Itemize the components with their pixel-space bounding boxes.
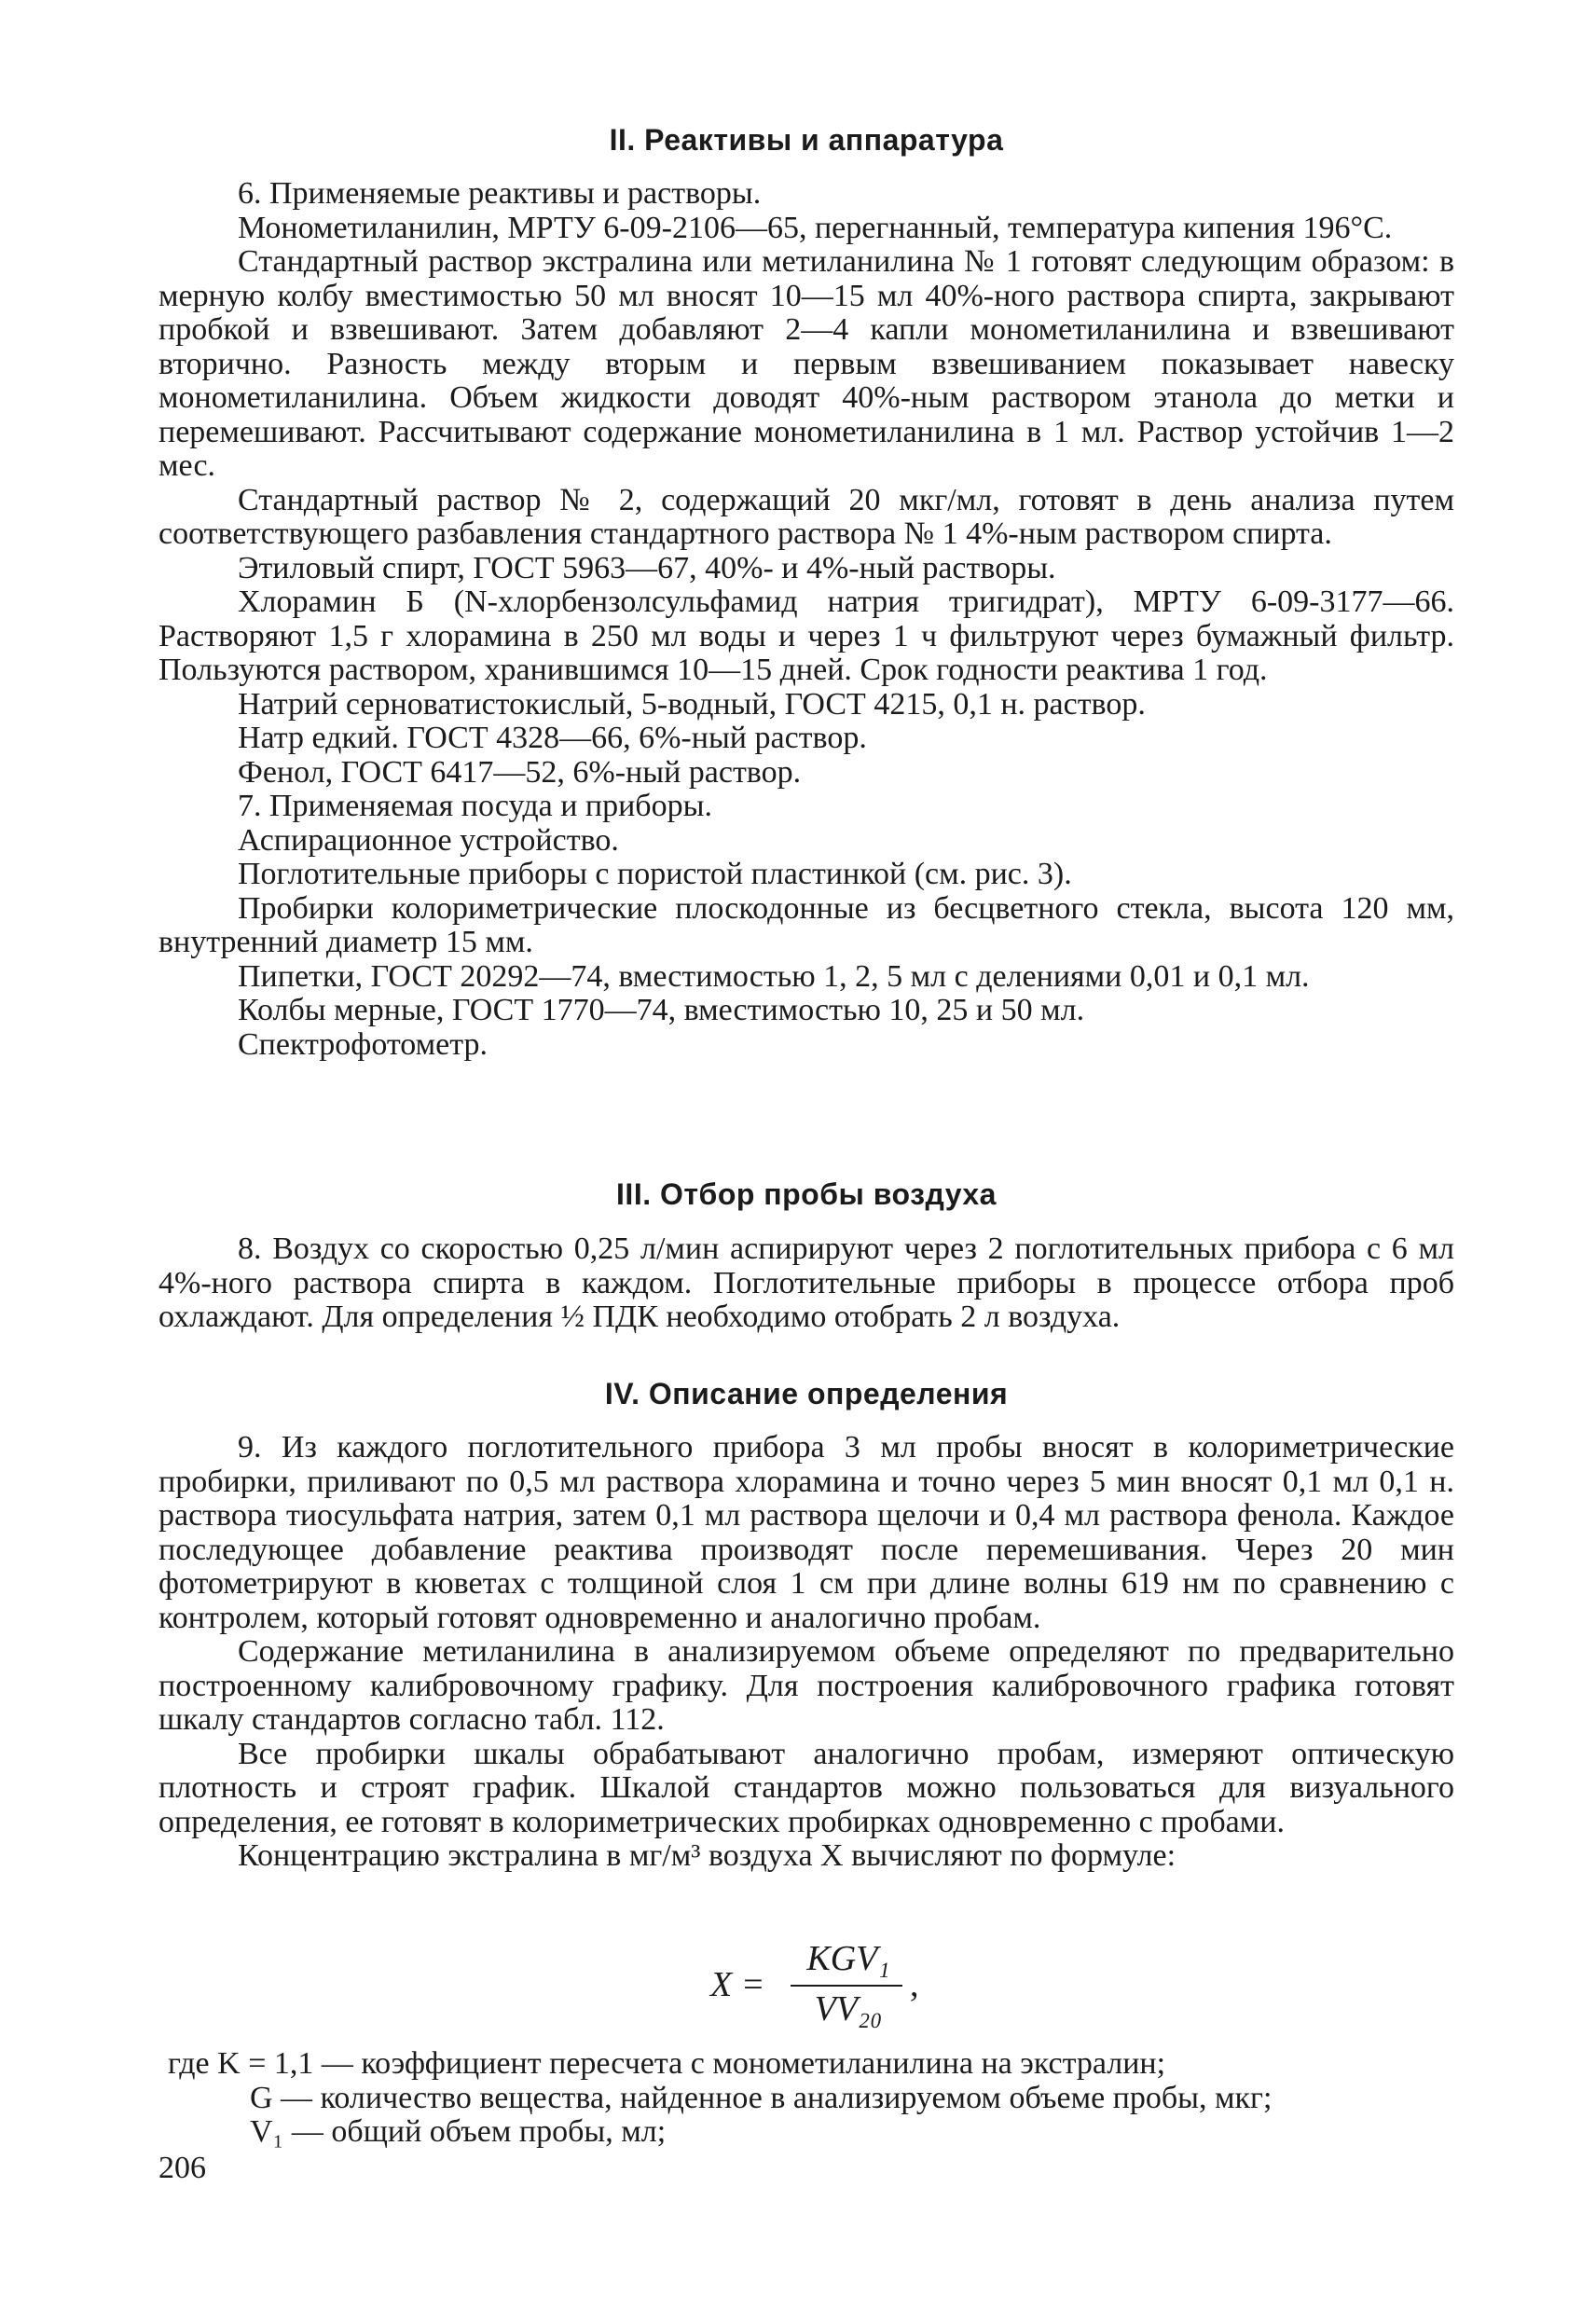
section-sampling-body	[158, 1232, 1454, 1335]
paragraph: Аспирационное устройство.	[238, 822, 619, 858]
formula-lhs: X =	[710, 1965, 765, 2004]
section-heading-sampling: III. Отбор пробы воздуха	[616, 1177, 997, 1211]
paragraph: 7. Применяемая посуда и приборы.	[238, 789, 712, 823]
definition-line: где K = 1,1 — коэффициент пересчета с монометиланилина на экстралин;	[168, 2046, 1166, 2081]
paragraph: Стандартный раствор экстралина или метиланилина № 1 готовят следующим образом: в мерную колбу вместимостью 50 мл вносят 10—15 мл 40%-ного раствора спирта, закрывают пробкой и взвешивают. Затем добавляют 2—4 капли монометиланилина и взвешивают вторично. Разность между вторым и первым взвешиванием показывает навеску монометиланилина. Объем жидкости доводят 40%-ным раствором этанола до метки и перемешивают. Рассчитывают содержание монометиланилина в 1 мл. Раствор устойчив 1—2 мес.	[158, 244, 1454, 483]
formula-denominator: VV₂₀	[814, 1989, 883, 2029]
paragraph: 8. Воздух со скоростью 0,25 л/мин аспирируют через 2 поглотительных прибора с 6 мл 4%-ного раствора спирта в каждом. Поглотительные приборы в процессе отбора проб охлаждают. Для определения ½ ПДК необходимо отобрать 2 л воздуха.	[158, 1231, 1454, 1334]
paragraph: Монометиланилин, МРТУ 6-09-2106—65, перегнанный, температура кипения 196°С.	[238, 210, 1393, 245]
fraction-bar	[791, 1985, 902, 1987]
formula-definitions	[158, 2047, 1454, 2150]
paragraph: Концентрацию экстралина в мг/м³ воздуха X вычисляют по формуле:	[238, 1838, 1176, 1873]
paragraph: Фенол, ГОСТ 6417—52, 6%-ный раствор.	[238, 754, 802, 790]
section-heading-determination: IV. Описание определения	[604, 1377, 1009, 1410]
paragraph: Все пробирки шкалы обрабатывают аналогично пробам, измеряют оптическую плотность и строят график. Шкалой стандартов можно пользоваться для визуального определения, ее готовят в колориметрических пробирках одновременно с пробами.	[158, 1736, 1454, 1839]
paragraph: Колбы мерные, ГОСТ 1770—74, вместимостью 10, 25 и 50 мл.	[238, 993, 1085, 1027]
definition-line: G — количество вещества, найденное в анализируемом объеме пробы, мкг;	[250, 2080, 1273, 2115]
paragraph: Натрий серноватистокислый, 5-водный, ГОСТ 4215, 0,1 н. раствор.	[238, 686, 1146, 722]
paragraph: 9. Из каждого поглотительного прибора 3 мл пробы вносят в колориметрические пробирки, приливают по 0,5 мл раствора хлорамина и точно через 5 мин вносят 0,1 мл 0,1 н. раствора тиосульфата натрия, затем 0,1 мл раствора щелочи и 0,4 мл раствора фенола. Каждое последующее добавление реактива производят после перемешивания. Через 20 мин фотометрируют в кюветах с толщиной слоя 1 см при длине волны 619 нм по сравнению с контролем, который готовят одновременно и аналогично пробам.	[158, 1430, 1454, 1635]
formula-trail: ,	[910, 1965, 919, 2004]
paragraph: Пробирки колориметрические плоскодонные из бесцветного стекла, высота 120 мм, внутренний диаметр 15 мм.	[158, 890, 1454, 959]
paragraph: 6. Применяемые реактивы и растворы.	[238, 176, 762, 211]
paragraph: Хлорамин Б (N-хлорбензолсульфамид натрия тригидрат), МРТУ 6-09-3177—66. Растворяют 1,5 г хлорамина в 250 мл воды и через 1 ч фильтруют через бумажный фильтр. Пользуются раствором, хранившимся 10—15 дней. Срок годности реактива 1 год.	[158, 585, 1454, 687]
paragraph: Спектрофотометр.	[238, 1026, 488, 1062]
section-determination-body	[158, 1431, 1454, 1874]
page-number: 206	[158, 2151, 206, 2185]
paragraph: Стандартный раствор № 2, содержащий 20 мкг/мл, готовят в день анализа путем соответствующего разбавления стандартного раствора № 1 4%-ным раствором спирта.	[158, 482, 1454, 551]
formula-numerator: KGV₁	[806, 1939, 890, 1978]
paragraph: Поглотительные приборы с пористой пластинкой (см. рис. 3).	[238, 857, 1072, 891]
definition-line: V₁ — общий объем пробы, мл;	[250, 2114, 667, 2149]
section-heading-reagents: II. Реактивы и аппаратура	[609, 123, 1004, 157]
paragraph: Этиловый спирт, ГОСТ 5963—67, 40%- и 4%-ный растворы.	[238, 550, 1056, 585]
paragraph: Натр едкий. ГОСТ 4328—66, 6%-ный раствор.	[238, 721, 867, 755]
section-reagents-body	[158, 177, 1454, 1062]
paragraph: Содержание метиланилина в анализируемом объеме определяют по предварительно построенному калибровочному графику. Для построения калибровочного графика готовят шкалу стандартов согласно табл. 112.	[158, 1634, 1454, 1737]
paragraph: Пипетки, ГОСТ 20292—74, вместимостью 1, 2, 5 мл с делениями 0,01 и 0,1 мл.	[238, 958, 1310, 994]
